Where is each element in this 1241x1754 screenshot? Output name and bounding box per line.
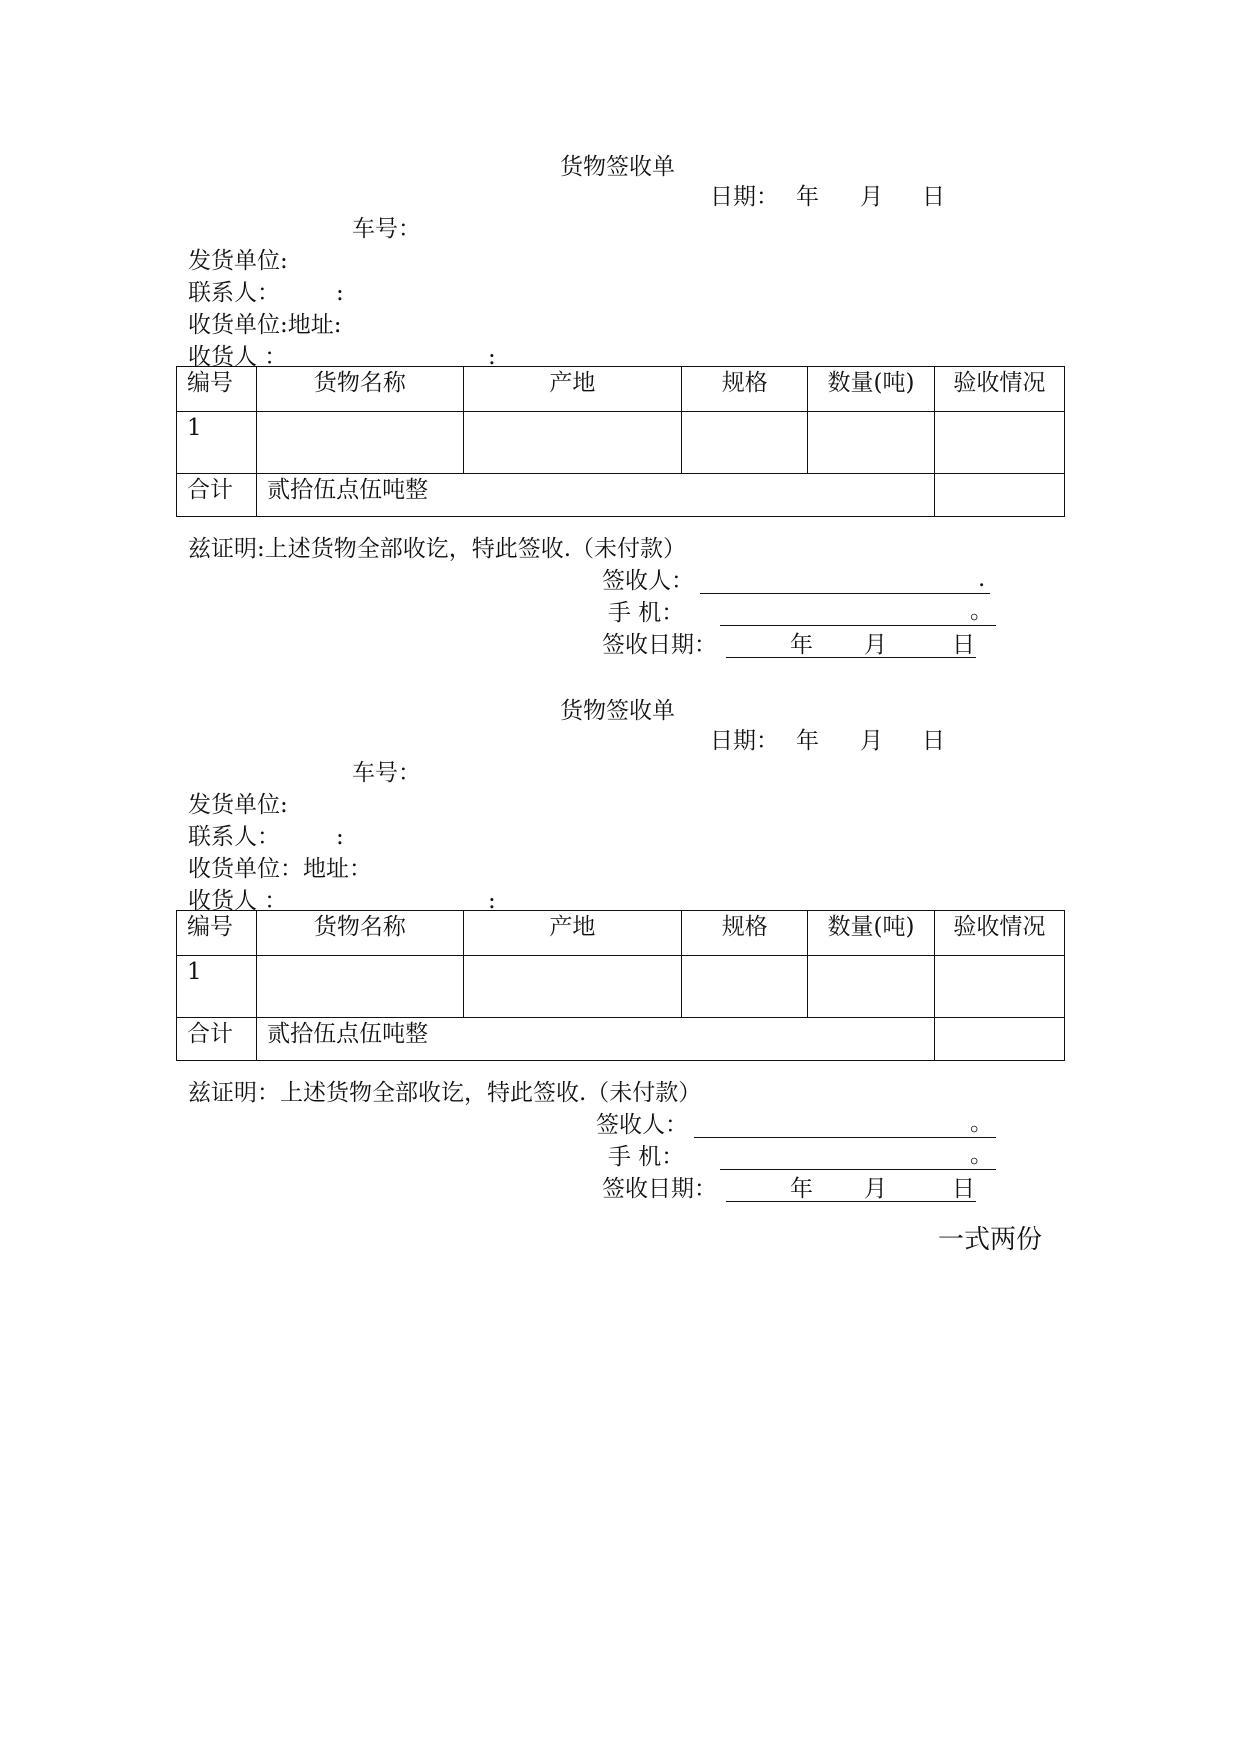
table-cell: [808, 412, 934, 474]
table-total-row: [177, 1018, 1065, 1061]
consignee-label: 收货人 ：: [188, 344, 288, 370]
phone-label: 手 机：: [608, 600, 685, 626]
signer-label: 签收人：: [602, 568, 694, 594]
table-cell: 1: [177, 412, 257, 474]
goods-table: [176, 366, 1065, 517]
total-value: 贰拾伍点伍吨整: [257, 474, 935, 517]
sign-date-day: 日: [952, 632, 975, 658]
certify-text: 兹证明：上述货物全部收讫，特此签收.（未付款）: [188, 1080, 702, 1106]
header-cell: 产地: [463, 911, 681, 956]
copies-note: 一式两份: [938, 1225, 1043, 1255]
sign-date-year: 年: [790, 632, 813, 658]
table-cell: [257, 956, 463, 1018]
consignee-label: 收货人 ：: [188, 888, 288, 914]
table-header-row: [177, 367, 1065, 412]
receiver-address-label: 收货单位:地址:: [188, 312, 342, 338]
certify-text: 兹证明:上述货物全部收讫，特此签收.（未付款）: [188, 536, 687, 562]
signer-underline: [694, 1137, 996, 1138]
date-day: 日: [922, 184, 945, 210]
date-month: 月: [860, 184, 883, 210]
total-extra-cell: [934, 1018, 1064, 1061]
total-label: 合计: [177, 1018, 257, 1061]
header-cell: 数量(吨): [808, 911, 934, 956]
header-cell: 编号: [177, 911, 257, 956]
table-cell: [682, 956, 808, 1018]
sign-date-label: 签收日期：: [602, 1176, 717, 1202]
sign-date-month: 月: [864, 1176, 887, 1202]
contact-colon: :: [336, 280, 344, 306]
consignee-colon: :: [488, 344, 496, 370]
table-row: [177, 412, 1065, 474]
date-year: 年: [796, 728, 819, 754]
receipt-form-1: [0, 152, 1241, 672]
form-title: 货物签收单: [560, 154, 675, 180]
receipt-form-2: [0, 696, 1241, 1216]
total-extra-cell: [934, 474, 1064, 517]
signer-end: 。: [970, 1110, 993, 1136]
phone-underline: [720, 625, 996, 626]
total-value: 贰拾伍点伍吨整: [257, 1018, 935, 1061]
header-cell: 货物名称: [257, 911, 463, 956]
table-cell: [934, 412, 1064, 474]
table-cell: [257, 412, 463, 474]
table-cell: [463, 956, 681, 1018]
vehicle-label: 车号：: [352, 216, 421, 242]
header-cell: 规格: [682, 367, 808, 412]
header-cell: 验收情况: [934, 911, 1064, 956]
phone-end: 。: [970, 598, 993, 624]
table-total-row: [177, 474, 1065, 517]
table-cell: [463, 412, 681, 474]
header-cell: 验收情况: [934, 367, 1064, 412]
goods-table: [176, 910, 1065, 1061]
sender-label: 发货单位:: [188, 248, 288, 274]
header-cell: 产地: [463, 367, 681, 412]
date-day: 日: [922, 728, 945, 754]
date-month: 月: [860, 728, 883, 754]
sign-date-underline: [726, 1201, 976, 1202]
sign-date-month: 月: [864, 632, 887, 658]
contact-colon: :: [336, 824, 344, 850]
table-row: [177, 956, 1065, 1018]
signer-end: .: [978, 566, 986, 592]
phone-end: 。: [970, 1142, 993, 1168]
sign-date-year: 年: [790, 1176, 813, 1202]
sign-date-day: 日: [952, 1176, 975, 1202]
contact-label: 联系人：: [188, 824, 280, 850]
phone-underline: [720, 1169, 996, 1170]
table-cell: [682, 412, 808, 474]
date-label: 日期：: [710, 184, 779, 210]
sign-date-underline: [726, 657, 976, 658]
total-label: 合计: [177, 474, 257, 517]
receiver-address-label: 收货单位：地址：: [188, 856, 372, 882]
date-year: 年: [796, 184, 819, 210]
sender-label: 发货单位:: [188, 792, 288, 818]
header-cell: 规格: [682, 911, 808, 956]
signer-label: 签收人：: [596, 1112, 688, 1138]
form-title: 货物签收单: [560, 698, 675, 724]
sign-date-label: 签收日期：: [602, 632, 717, 658]
header-cell: 数量(吨): [808, 367, 934, 412]
signer-underline: [700, 593, 990, 594]
header-cell: 编号: [177, 367, 257, 412]
contact-label: 联系人：: [188, 280, 280, 306]
table-header-row: [177, 911, 1065, 956]
table-cell: [808, 956, 934, 1018]
header-cell: 货物名称: [257, 367, 463, 412]
phone-label: 手 机：: [608, 1144, 685, 1170]
consignee-colon: :: [488, 888, 496, 914]
table-cell: [934, 956, 1064, 1018]
table-cell: 1: [177, 956, 257, 1018]
vehicle-label: 车号：: [352, 760, 421, 786]
date-label: 日期：: [710, 728, 779, 754]
